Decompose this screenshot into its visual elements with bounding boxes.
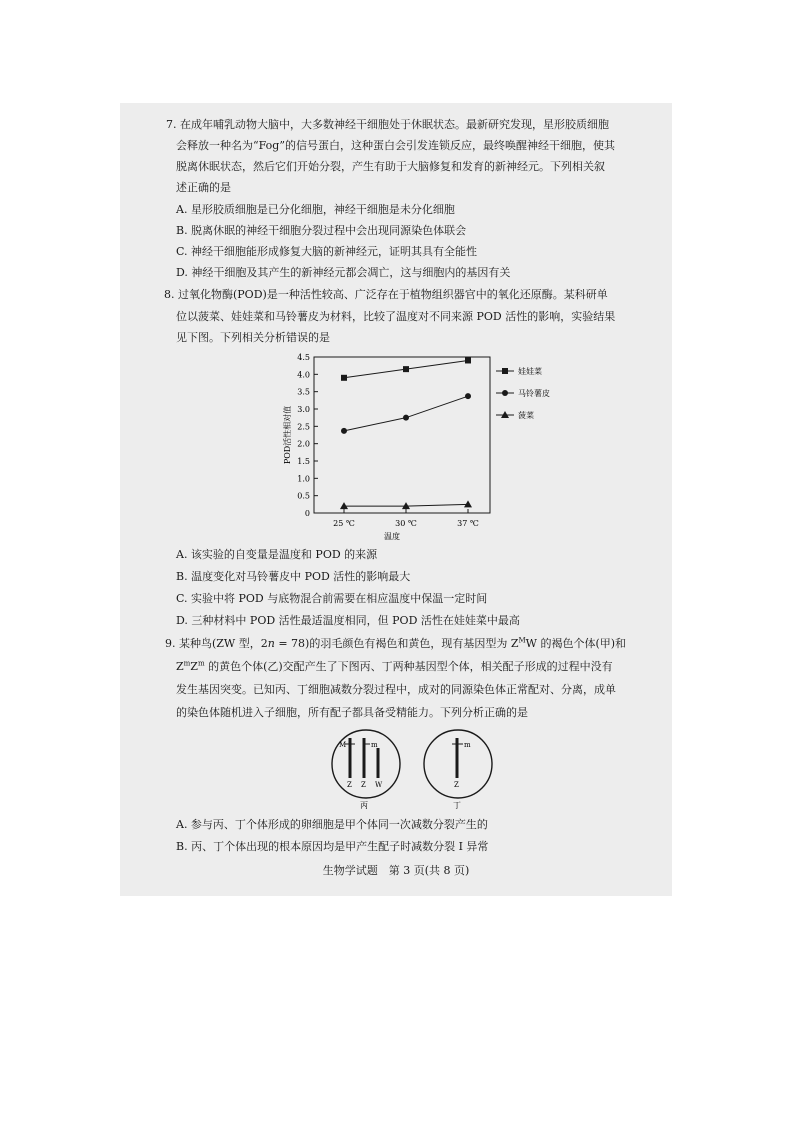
label-W: W xyxy=(375,781,383,789)
data-point-circle xyxy=(403,415,409,421)
cell-diagram-ding xyxy=(420,728,496,810)
q9-line-1 xyxy=(165,637,626,651)
q7-line-4: 述正确的是 xyxy=(176,181,231,194)
q9-sup-m1: m xyxy=(183,659,191,668)
y-tick-label: 2.5 xyxy=(297,422,310,432)
label-Z2: Z xyxy=(361,781,366,789)
data-point-triangle xyxy=(464,500,472,507)
q9-line-2-part-a: Z xyxy=(176,660,184,673)
q8-line-3: 见下图。下列相关分析错误的是 xyxy=(176,331,330,344)
plot-frame xyxy=(314,357,490,513)
legend-marker-square xyxy=(502,368,508,374)
q9-line-2-part-b: Z xyxy=(190,660,198,673)
q7-option-d: D. 神经干细胞及其产生的新神经元都会凋亡，这与细胞内的基因有关 xyxy=(176,266,511,279)
data-point-triangle xyxy=(340,502,348,509)
data-point-circle xyxy=(341,428,347,434)
q8-option-b: B. 温度变化对马铃薯皮中 POD 活性的影响最大 xyxy=(176,570,411,583)
caption-bing: 丙 xyxy=(360,801,368,810)
legend-marker-circle xyxy=(502,390,508,396)
page-footer: 生物学试题 第 3 页(共 8 页) xyxy=(322,864,470,877)
y-tick-label: 0 xyxy=(304,509,310,518)
x-tick-label: 25 ℃ xyxy=(333,519,355,528)
q9-line-3: 发生基因突变。已知丙、丁细胞减数分裂过程中，成对的同源染色体正常配对、分离，成单 xyxy=(176,683,616,696)
q9-line-1-part-b: = 78)的羽毛颜色有褐色和黄色，现有基因型为 Z xyxy=(274,637,519,650)
q8-option-d: D. 三种材料中 POD 活性最适温度相同，但 POD 活性在娃娃菜中最高 xyxy=(176,614,520,627)
q9-option-b: B. 丙、丁个体出现的根本原因均是甲产生配子时减数分裂 Ⅰ 异常 xyxy=(176,840,489,853)
q8-line-1: 8. 过氧化物酶(POD)是一种活性较高、广泛存在于植物组织器官中的氧化还原酶。某科研单 xyxy=(164,288,608,301)
data-point-square xyxy=(465,357,471,363)
q7-line-2: 会释放一种名为“Fog”的信号蛋白，这种蛋白会引发连锁反应，最终唤醒神经干细胞，使其 xyxy=(176,139,615,152)
q9-line-1-part-a: 9. 某种鸟(ZW 型，2 xyxy=(165,637,268,650)
legend-label: 娃娃菜 xyxy=(518,367,542,376)
series-line-circle xyxy=(344,396,468,431)
pod-activity-chart xyxy=(278,345,588,545)
y-tick-label: 3.0 xyxy=(297,405,310,414)
label-m: m xyxy=(464,741,471,749)
q7-line-1: 7. 在成年哺乳动物大脑中，大多数神经干细胞处于休眠状态。最新研究发现，星形胶质细胞 xyxy=(166,118,609,131)
x-tick-label: 37 ℃ xyxy=(457,519,479,528)
data-point-square xyxy=(341,375,347,381)
q9-line-2-part-c: 的黄色个体(乙)交配产生了下图丙、丁两种基因型个体，相关配子形成的过程中没有 xyxy=(204,660,613,673)
q9-line-1-part-c: W 的褐色个体(甲)和 xyxy=(525,637,627,650)
label-Z1: Z xyxy=(347,781,352,789)
x-axis-label: 温度 xyxy=(384,532,400,541)
y-tick-label: 0.5 xyxy=(297,491,310,501)
caption-ding: 丁 xyxy=(453,801,461,810)
q9-option-a: A. 参与丙、丁个体形成的卵细胞是甲个体同一次减数分裂产生的 xyxy=(176,818,488,831)
y-tick-label: 3.5 xyxy=(297,387,310,397)
q7-option-c: C. 神经干细胞能形成修复大脑的新神经元，证明其具有全能性 xyxy=(176,245,478,258)
y-tick-label: 1.5 xyxy=(297,457,310,466)
q7-option-b: B. 脱离休眠的神经干细胞分裂过程中会出现同源染色体联会 xyxy=(176,224,467,237)
q7-line-3: 脱离休眠状态，然后它们开始分裂，产生有助于大脑修复和发育的新神经元。下列相关叙 xyxy=(176,160,605,173)
legend-label: 菠菜 xyxy=(518,411,534,420)
legend-label: 马铃薯皮 xyxy=(518,389,550,398)
q8-option-c: C. 实验中将 POD 与底物混合前需要在相应温度中保温一定时间 xyxy=(176,592,488,605)
y-tick-label: 4.0 xyxy=(297,370,310,380)
data-point-square xyxy=(403,366,409,372)
q9-sup-M: M xyxy=(518,636,526,645)
y-tick-label: 2.0 xyxy=(297,439,310,449)
label-Z: Z xyxy=(454,781,459,789)
q7-option-a: A. 星形胶质细胞是已分化细胞，神经干细胞是未分化细胞 xyxy=(176,203,455,216)
cell-diagram-bing xyxy=(328,728,404,810)
data-point-circle xyxy=(465,393,471,399)
q8-option-a: A. 该实验的自变量是温度和 POD 的来源 xyxy=(176,548,378,561)
x-tick-label: 30 ℃ xyxy=(395,519,417,528)
y-tick-label: 1.0 xyxy=(297,474,310,484)
q9-line-2 xyxy=(176,660,613,674)
label-m: m xyxy=(371,741,378,749)
q8-line-2: 位以菠菜、娃娃菜和马铃薯皮为材料，比较了温度对不同来源 POD 活性的影响，实验结果 xyxy=(176,310,616,323)
label-M: M xyxy=(339,741,347,749)
y-axis-label: POD活性相对值 xyxy=(283,405,292,465)
q9-italic-n: n xyxy=(267,637,275,650)
q9-sup-m2: m xyxy=(197,659,205,668)
q9-line-4: 的染色体随机进入子细胞，所有配子都具备受精能力。下列分析正确的是 xyxy=(176,706,528,719)
y-tick-label: 4.5 xyxy=(297,353,310,362)
